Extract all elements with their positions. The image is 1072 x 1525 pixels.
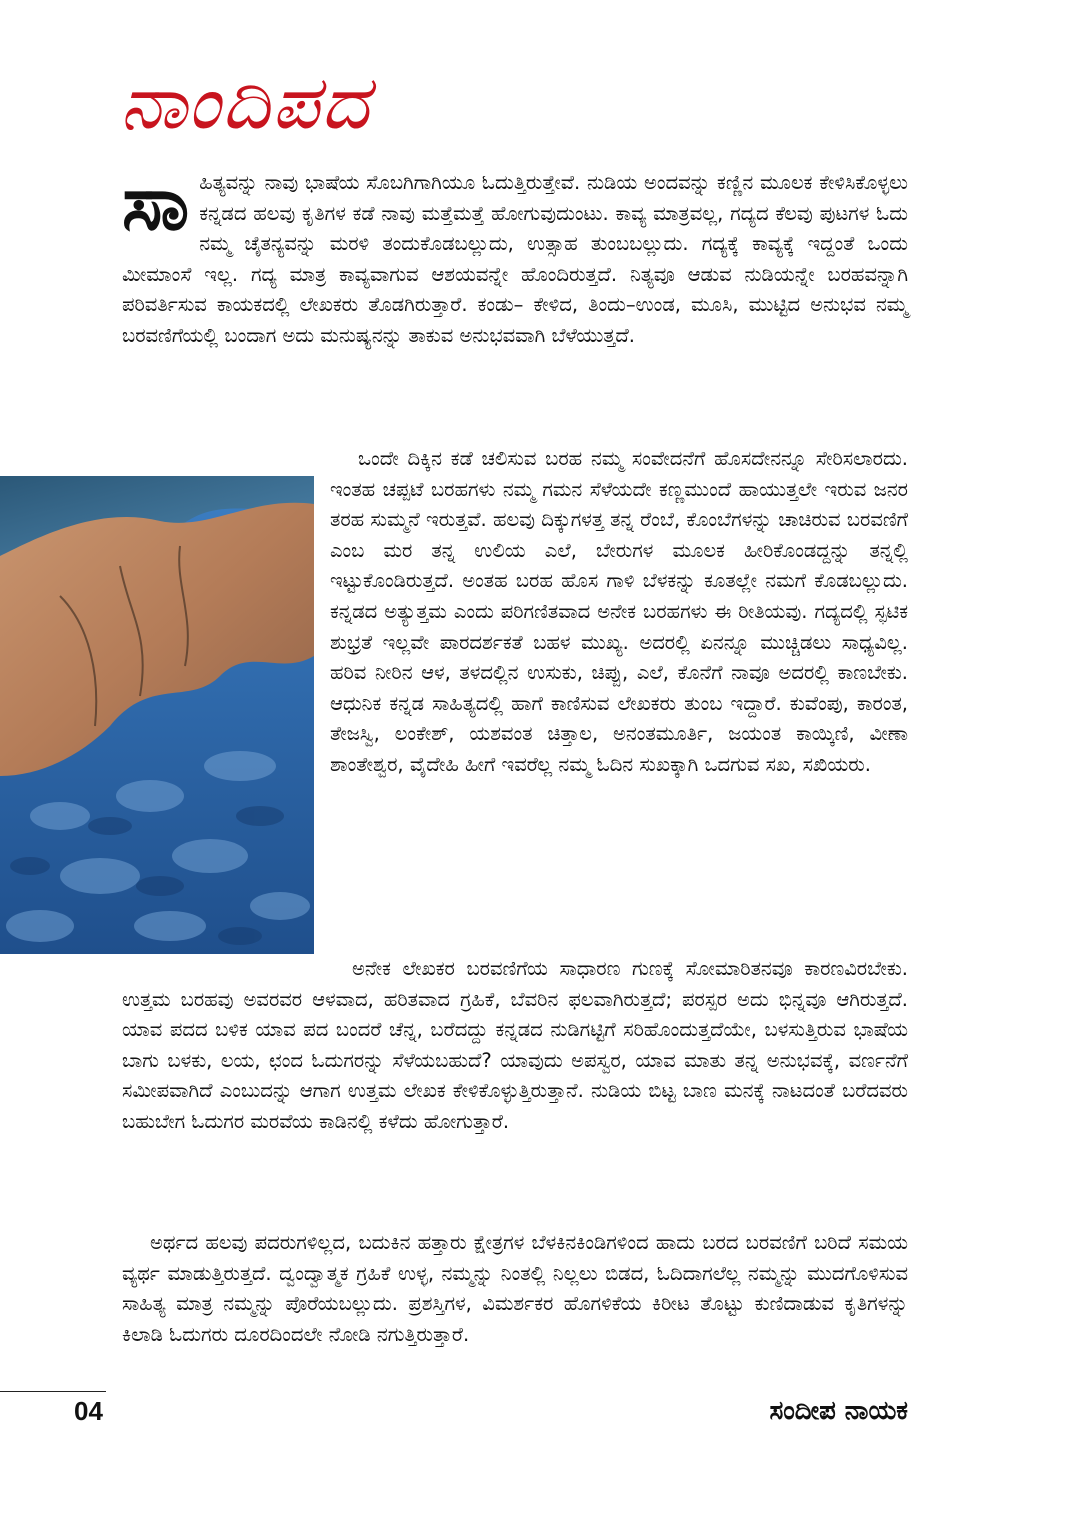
- paragraph-intro-text: ಹಿತ್ಯವನ್ನು ನಾವು ಭಾಷೆಯ ಸೊಬಗಿಗಾಗಿಯೂ ಓದುತ್ತಿರುತ್ತೇವೆ. ನುಡಿಯ ಅಂದವನ್ನು ಕಣ್ಣಿನ ಮೂಲಕ ಕೇಳಿಸಿಕೊಳ್ಳಲು ಕನ್ನಡದ ಹಲವು ಕೃತಿಗಳ ಕಡೆ ನಾವು ಮತ್ತೆಮತ್ತೆ ಹೋಗುವುದುಂಟು. ಕಾವ್ಯ ಮಾತ್ರವಲ್ಲ, ಗದ್ಯದ ಕೆಲವು ಪುಟಗಳ ಓದು ನಮ್ಮ ಚೈತನ್ಯವನ್ನು ಮರಳಿ ತಂದುಕೊಡಬಲ್ಲುದು, ಉತ್ಸಾಹ ತುಂಬಬಲ್ಲುದು. ಗದ್ಯಕ್ಕೆ ಕಾವ್ಯಕ್ಕೆ ಇದ್ದಂತೆ ಒಂದು ಮೀಮಾಂಸೆ ಇಲ್ಲ. ಗದ್ಯ ಮಾತ್ರ ಕಾವ್ಯವಾಗುವ ಆಶಯವನ್ನೇ ಹೊಂದಿರುತ್ತದೆ. ನಿತ್ಯವೂ ಆಡುವ ನುಡಿಯನ್ನೇ ಬರಹವನ್ನಾಗಿ ಪರಿವರ್ತಿಸುವ ಕಾಯಕದಲ್ಲಿ ಲೇಖಕರು ತೊಡಗಿರುತ್ತಾರೆ. ಕಂಡು– ಕೇಳಿದ, ತಿಂದು–ಉಂಡ, ಮೂಸಿ, ಮುಟ್ಟಿದ ಅನುಭವ ನಮ್ಮ ಬರವಣಿಗೆಯಲ್ಲಿ ಬಂದಾಗ ಅದು ಮನುಷ್ಯನನ್ನು ತಾಕುವ ಅನುಭವವಾಗಿ ಬೆಳೆಯುತ್ತದೆ.: [122, 171, 908, 347]
- paragraph-meaning: ಅರ್ಥದ ಹಲವು ಪದರುಗಳಿಲ್ಲದ, ಬದುಕಿನ ಹತ್ತಾರು ಕ್ಷೇತ್ರಗಳ ಬೆಳಕಿನಕಿಂಡಿಗಳಿಂದ ಹಾದು ಬರದ ಬರವಣಿಗೆ ಬರಿದೆ ಸಮಯ ವ್ಯರ್ಥ ಮಾಡುತ್ತಿರುತ್ತದೆ. ದ್ವಂದ್ವಾತ್ಮಕ ಗ್ರಹಿಕೆ ಉಳ್ಳ, ನಮ್ಮನ್ನು ನಿಂತಲ್ಲಿ ನಿಲ್ಲಲು ಬಿಡದ, ಓದಿದಾಗಲೆಲ್ಲ ನಮ್ಮನ್ನು ಮುದಗೊಳಿಸುವ ಸಾಹಿತ್ಯ ಮಾತ್ರ ನಮ್ಮನ್ನು ಪೊರೆಯಬಲ್ಲುದು. ಪ್ರಶಸ್ತಿಗಳ, ವಿಮರ್ಶಕರ ಹೊಗಳಿಕೆಯ ಕಿರೀಟ ತೊಟ್ಟು ಕುಣಿದಾಡುವ ಕೃತಿಗಳನ್ನು ಕಿಲಾಡಿ ಓದುಗರು ದೂರದಿಂದಲೇ ನೋಡಿ ನಗುತ್ತಿರುತ್ತಾರೆ.: [122, 1231, 908, 1346]
- drop-cap: ಸಾ: [122, 158, 190, 247]
- page-number: 04: [74, 1396, 103, 1426]
- footer-rule: [0, 1391, 106, 1392]
- paragraph-intro: [122, 158, 908, 352]
- paragraph-laziness: ಅನೇಕ ಲೇಖಕರ ಬರವಣಿಗೆಯ ಸಾಧಾರಣ ಗುಣಕ್ಕೆ ಸೋಮಾರಿತನವೂ ಕಾರಣವಿರಬೇಕು. ಉತ್ತಮ ಬರಹವು ಅವರವರ ಆಳವಾದ, ಹರಿತವಾದ ಗ್ರಹಿಕೆ, ಬೆವರಿನ ಫಲವಾಗಿರುತ್ತದೆ; ಪರಸ್ಪರ ಅದು ಭಿನ್ನವೂ ಆಗಿರುತ್ತದೆ. ಯಾವ ಪದದ ಬಳಿಕ ಯಾವ ಪದ ಬಂದರೆ ಚೆನ್ನ, ಬರೆದದ್ದು ಕನ್ನಡದ ನುಡಿಗಟ್ಟಿಗೆ ಸರಿಹೊಂದುತ್ತದೆಯೇ, ಬಳಸುತ್ತಿರುವ ಭಾಷೆಯ ಬಾಗು ಬಳಕು, ಲಯ, ಛಂದ ಓದುಗರನ್ನು ಸೆಳೆಯಬಹುದೆ? ಯಾವುದು ಅಪಸ್ವರ, ಯಾವ ಮಾತು ತನ್ನ ಅನುಭವಕ್ಕೆ, ವರ್ಣನೆಗೆ ಸಮೀಪವಾಗಿದೆ ಎಂಬುದನ್ನು ಆಗಾಗ ಉತ್ತಮ ಲೇಖಕ ಕೇಳಿಕೊಳ್ಳುತ್ತಿರುತ್ತಾನೆ. ನುಡಿಯ ಬಿಟ್ಟ ಬಾಣ ಮನಕ್ಕೆ ನಾಟದಂತೆ ಬರೆದವರು ಬಹುಬೇಗ ಓದುಗರ ಮರವೆಯ ಕಾಡಿನಲ್ಲಿ ಕಳೆದು ಹೋಗುತ್ತಾರೆ.: [122, 957, 908, 1133]
- paragraph-writing-direction: ಒಂದೇ ದಿಕ್ಕಿನ ಕಡೆ ಚಲಿಸುವ ಬರಹ ನಮ್ಮ ಸಂವೇದನೆಗೆ ಹೊಸದೇನನ್ನೂ ಸೇರಿಸಲಾರದು. ಇಂತಹ ಚಪ್ಪಟೆ ಬರಹಗಳು ನಮ್ಮ ಗಮನ ಸೆಳೆಯದೇ ಕಣ್ಣಮುಂದೆ ಹಾಯುತ್ತಲೇ ಇರುವ ಜನರ ತರಹ ಸುಮ್ಮನೆ ಇರುತ್ತವೆ. ಹಲವು ದಿಕ್ಕುಗಳತ್ತ ತನ್ನ ರೆಂಬೆ, ಕೊಂಬೆಗಳನ್ನು ಚಾಚಿರುವ ಬರವಣಿಗೆ ಎಂಬ ಮರ ತನ್ನ ಉಲಿಯ ಎಲೆ, ಬೇರುಗಳ ಮೂಲಕ ಹೀರಿಕೊಂಡದ್ದನ್ನು ತನ್ನಲ್ಲಿ ಇಟ್ಟುಕೊಂಡಿರುತ್ತದೆ. ಅಂತಹ ಬರಹ ಹೊಸ ಗಾಳಿ ಬೆಳಕನ್ನು ಕೂತಲ್ಲೇ ನಮಗೆ ಕೊಡಬಲ್ಲುದು. ಕನ್ನಡದ ಅತ್ಯುತ್ತಮ ಎಂದು ಪರಿಗಣಿತವಾದ ಅನೇಕ ಬರಹಗಳು ಈ ರೀತಿಯವು. ಗದ್ಯದಲ್ಲಿ ಸ್ಫಟಿಕ ಶುಭ್ರತೆ ಇಲ್ಲವೇ ಪಾರದರ್ಶಕತೆ ಬಹಳ ಮುಖ್ಯ. ಅದರಲ್ಲಿ ಏನನ್ನೂ ಮುಚ್ಚಿಡಲು ಸಾಧ್ಯವಿಲ್ಲ. ಹರಿವ ನೀರಿನ ಆಳ, ತಳದಲ್ಲಿನ ಉಸುಕು, ಚಿಪ್ಪು, ಎಲೆ, ಕೊನೆಗೆ ನಾವೂ ಅದರಲ್ಲಿ ಕಾಣಬೇಕು. ಆಧುನಿಕ ಕನ್ನಡ ಸಾಹಿತ್ಯದಲ್ಲಿ ಹಾಗೆ ಕಾಣಿಸುವ ಲೇಖಕರು ತುಂಬ ಇದ್ದಾರೆ. ಕುವೆಂಪು, ಕಾರಂತ, ತೇಜಸ್ವಿ, ಲಂಕೇಶ್, ಯಶವಂತ ಚಿತ್ತಾಲ, ಅನಂತಮೂರ್ತಿ, ಜಯಂತ ಕಾಯ್ಕಿಣಿ, ವೀಣಾ ಶಾಂತೇಶ್ವರ, ವೈದೇಹಿ ಹೀಗೆ ಇವರೆಲ್ಲ ನಮ್ಮ ಓದಿನ ಸುಖಕ್ಕಾಗಿ ಒದಗುವ ಸಖ, ಸಖಿಯರು.: [330, 447, 908, 776]
- page-title: ನಾಂದಿಪದ: [120, 60, 372, 146]
- author-name: ಸಂದೀಪ ನಾಯಕ: [769, 1396, 908, 1426]
- water-reflection-photo: [0, 476, 314, 954]
